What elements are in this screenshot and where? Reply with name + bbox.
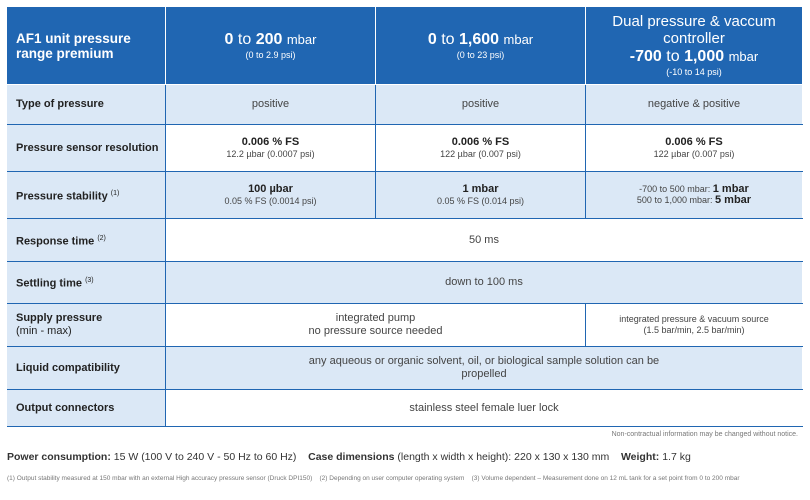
resolution-col1: 0.006 % FS 12.2 µbar (0.0007 psi) (166, 125, 376, 172)
stability-col1: 100 µbar 0.05 % FS (0.0014 psi) (166, 172, 376, 219)
label-output-connectors: Output connectors (7, 390, 166, 427)
label-supply-pressure: Supply pressure (min - max) (7, 304, 166, 347)
row-divider (7, 389, 803, 390)
row-divider (7, 124, 803, 125)
table-bottom-border (7, 426, 803, 427)
settling-time-value: down to 100 ms (166, 262, 803, 304)
liquid-compatibility-value: any aqueous or organic solvent, oil, or biological sample solution can be propelled (166, 347, 803, 390)
label-sensor-resolution: Pressure sensor resolution (7, 125, 166, 172)
response-time-value: 50 ms (166, 219, 803, 262)
power-specs-line: Power consumption: 15 W (100 V to 240 V - 50 Hz to 60 Hz) Case dimensions (length x width x height): 220 x 130 x 130 mm Weight: 1.7 kg (7, 451, 691, 463)
stability-col3: -700 to 500 mbar: 1 mbar 500 to 1,000 mbar: 5 mbar (586, 172, 803, 219)
range-200-value: 0 to 200 mbar (224, 31, 317, 48)
label-liquid-compatibility: Liquid compatibility (7, 347, 166, 390)
resolution-col3: 0.006 % FS 122 µbar (0.007 psi) (586, 125, 803, 172)
row-divider (7, 303, 803, 304)
footnote-1: (1) Output stability measured at 150 mbar with an external High accuracy pressure sensor (Druck DPI150) (7, 475, 313, 482)
footnote-3: (3) Volume dependent – Measurement done on 12 mL tank for a set point from 0 to 200 mbar (471, 475, 740, 482)
header-dual-controller (586, 7, 803, 85)
stability-col2: 1 mbar 0.05 % FS (0.014 psi) (376, 172, 586, 219)
range-dual-psi: (-10 to 14 psi) (666, 67, 722, 77)
footnotes (7, 474, 803, 483)
resolution-col2: 0.006 % FS 122 µbar (0.007 psi) (376, 125, 586, 172)
row-divider (7, 261, 803, 262)
supply-col3: integrated pressure & vacuum source (1.5 bar/min, 2.5 bar/min) (586, 304, 803, 347)
label-pressure-stability: Pressure stability $^{(1)}$ (7, 172, 166, 219)
output-connectors-value: stainless steel female luer lock (166, 390, 803, 427)
header-range-200 (166, 7, 376, 85)
range-1600-psi: (0 to 23 psi) (456, 50, 505, 60)
supply-col12: integrated pump no pressure source needed (166, 304, 586, 347)
row-divider (7, 346, 803, 347)
header-title: AF1 unit pressure range premium (16, 30, 131, 61)
label-type-of-pressure: Type of pressure (7, 85, 166, 125)
type-col3: negative & positive (586, 85, 803, 125)
footnote-2: (2) Depending on user computer operating system (319, 475, 465, 482)
type-col1: positive (166, 85, 376, 125)
specifications-table (7, 7, 803, 427)
type-col2: positive (376, 85, 586, 125)
row-divider (7, 218, 803, 219)
dual-controller-title: Dual pressure & vaccum controller (612, 13, 776, 47)
disclaimer-text: Non-contractual information may be changed without notice. (611, 431, 798, 438)
header-range-1600 (376, 7, 586, 85)
label-settling-time: Settling time $^{(3)}$ (7, 262, 166, 304)
row-divider (7, 171, 803, 172)
header-title-cell (7, 7, 166, 85)
label-response-time: Response time $^{(2)}$ (7, 219, 166, 262)
range-200-psi: (0 to 2.9 psi) (245, 50, 296, 60)
range-dual-value: -700 to 1,000 mbar (629, 48, 759, 65)
range-1600-value: 0 to 1,600 mbar (427, 31, 534, 48)
